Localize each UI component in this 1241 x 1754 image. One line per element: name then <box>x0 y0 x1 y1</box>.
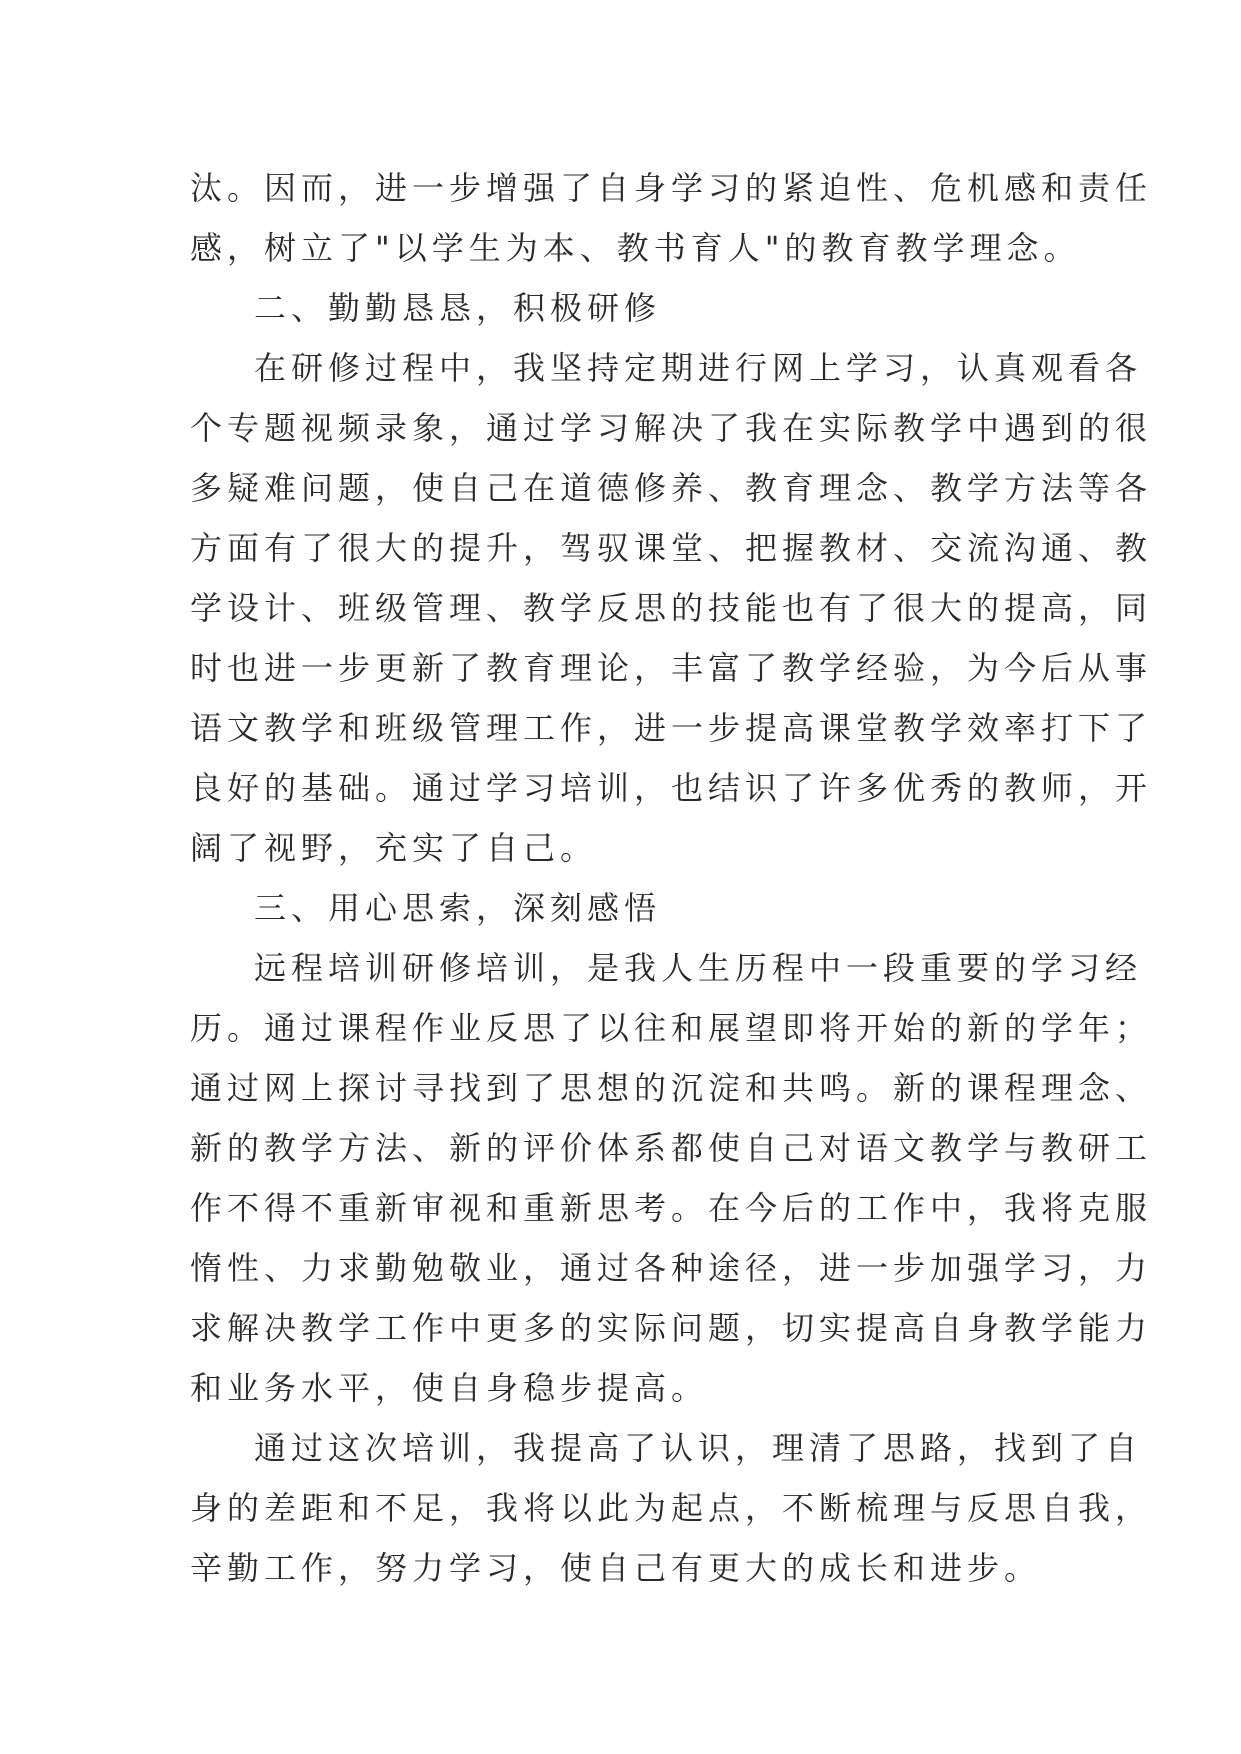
paragraph-line: 时也进一步更新了教育理论，丰富了教学经验，为今后从事 <box>190 649 1153 687</box>
paragraph-line: 求解决教学工作中更多的实际问题，切实提高自身教学能力 <box>190 1309 1153 1347</box>
paragraph-line: 作不得不重新审视和重新思考。在今后的工作中，我将克服 <box>190 1189 1153 1227</box>
paragraph-line: 感，树立了"以学生为本、教书育人"的教育教学理念。 <box>190 229 1081 267</box>
paragraph-line: 通过这次培训，我提高了认识，理清了思路，找到了自 <box>254 1429 1143 1467</box>
paragraph-line: 身的差距和不足，我将以此为起点，不断梳理与反思自我， <box>190 1489 1153 1527</box>
paragraph-line: 通过网上探讨寻找到了思想的沉淀和共鸣。新的课程理念、 <box>190 1069 1153 1107</box>
paragraph-line: 惰性、力求勤勉敬业，通过各种途径，进一步加强学习，力 <box>190 1249 1153 1287</box>
paragraph-line: 阔了视野，充实了自己。 <box>190 829 598 867</box>
paragraph-line: 个专题视频录象，通过学习解决了我在实际教学中遇到的很 <box>190 409 1153 447</box>
section-heading: 二、勤勤恳恳，积极研修 <box>254 289 662 327</box>
paragraph-line: 良好的基础。通过学习培训，也结识了许多优秀的教师，开 <box>190 769 1153 807</box>
paragraph-line: 远程培训研修培训，是我人生历程中一段重要的学习经 <box>254 949 1143 987</box>
paragraph-line: 和业务水平，使自身稳步提高。 <box>190 1369 709 1407</box>
paragraph-line: 语文教学和班级管理工作，进一步提高课堂教学效率打下了 <box>190 709 1153 747</box>
paragraph-line: 历。通过课程作业反思了以往和展望即将开始的新的学年； <box>190 1009 1153 1047</box>
paragraph-line: 辛勤工作，努力学习，使自己有更大的成长和进步。 <box>190 1549 1042 1587</box>
section-heading: 三、用心思索，深刻感悟 <box>254 889 662 927</box>
paragraph-line: 方面有了很大的提升，驾驭课堂、把握教材、交流沟通、教 <box>190 529 1153 567</box>
paragraph-line: 学设计、班级管理、教学反思的技能也有了很大的提高，同 <box>190 589 1153 627</box>
paragraph-line: 在研修过程中，我坚持定期进行网上学习，认真观看各 <box>254 349 1143 387</box>
paragraph-line: 汰。因而，进一步增强了自身学习的紧迫性、危机感和责任 <box>190 169 1153 207</box>
paragraph-line: 多疑难问题，使自己在道德修养、教育理念、教学方法等各 <box>190 469 1153 507</box>
paragraph-line: 新的教学方法、新的评价体系都使自己对语文教学与教研工 <box>190 1129 1153 1167</box>
